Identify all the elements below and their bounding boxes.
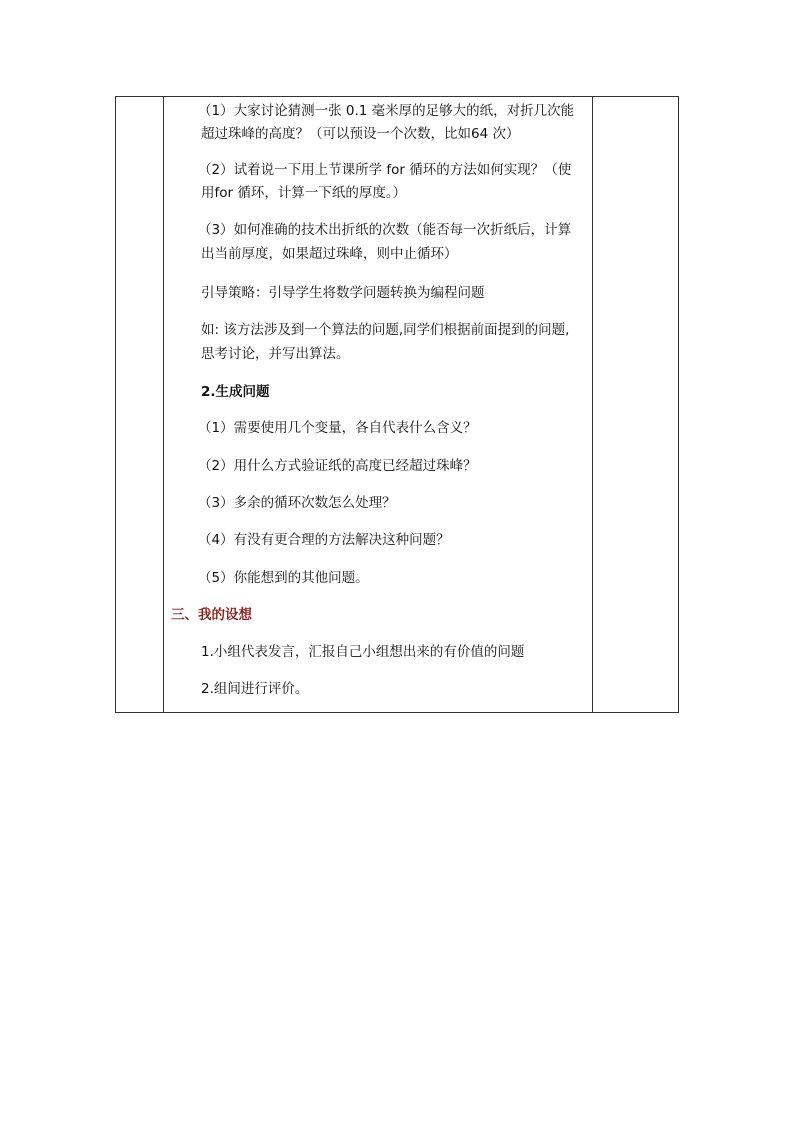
section-3-title: 三、我的设想 xyxy=(171,607,252,623)
generated-question-5: （5）你能想到的其他问题。 xyxy=(198,570,369,586)
question-3-line-1: （3）如何准确的技术出折纸的次数（能否每一次折纸后，计算 xyxy=(198,222,572,238)
guidance-strategy: 引导策略：引导学生将数学问题转换为编程问题 xyxy=(201,285,485,301)
lesson-table xyxy=(115,96,679,713)
question-1-line-1: （1）大家讨论猜测一张 0.1 毫米厚的足够大的纸，对折几次能 xyxy=(198,103,575,119)
generated-question-2: （2）用什么方式验证纸的高度已经超过珠峰？ xyxy=(198,458,477,474)
question-1-line-2: 超过珠峰的高度？（可以预设一个次数，比如64 次） xyxy=(201,126,520,142)
example-line-2: 思考讨论，并写出算法。 xyxy=(201,346,350,362)
section-2-title: 2.生成问题 xyxy=(201,384,270,400)
question-2-line-1: （2）试着说一下用上节课所学 for 循环的方法如何实现？（使 xyxy=(198,162,572,178)
generated-question-3: （3）多余的循环次数怎么处理？ xyxy=(198,495,396,511)
generated-question-4: （4）有没有更合理的方法解决这种问题？ xyxy=(198,532,450,548)
idea-1: 1.小组代表发言，汇报自己小组想出来的有价值的问题 xyxy=(201,644,525,660)
question-2-line-2: 用for 循环，计算一下纸的厚度。） xyxy=(201,185,407,201)
generated-question-1: （1）需要使用几个变量，各自代表什么含义？ xyxy=(198,420,477,436)
question-3-line-2: 出当前厚度，如果超过珠峰，则中止循环） xyxy=(201,246,458,262)
example-line-1: 如: 该方法涉及到一个算法的问题,同学们根据前面提到的问题, xyxy=(201,322,570,338)
idea-2: 2.组间进行评价。 xyxy=(201,681,309,697)
